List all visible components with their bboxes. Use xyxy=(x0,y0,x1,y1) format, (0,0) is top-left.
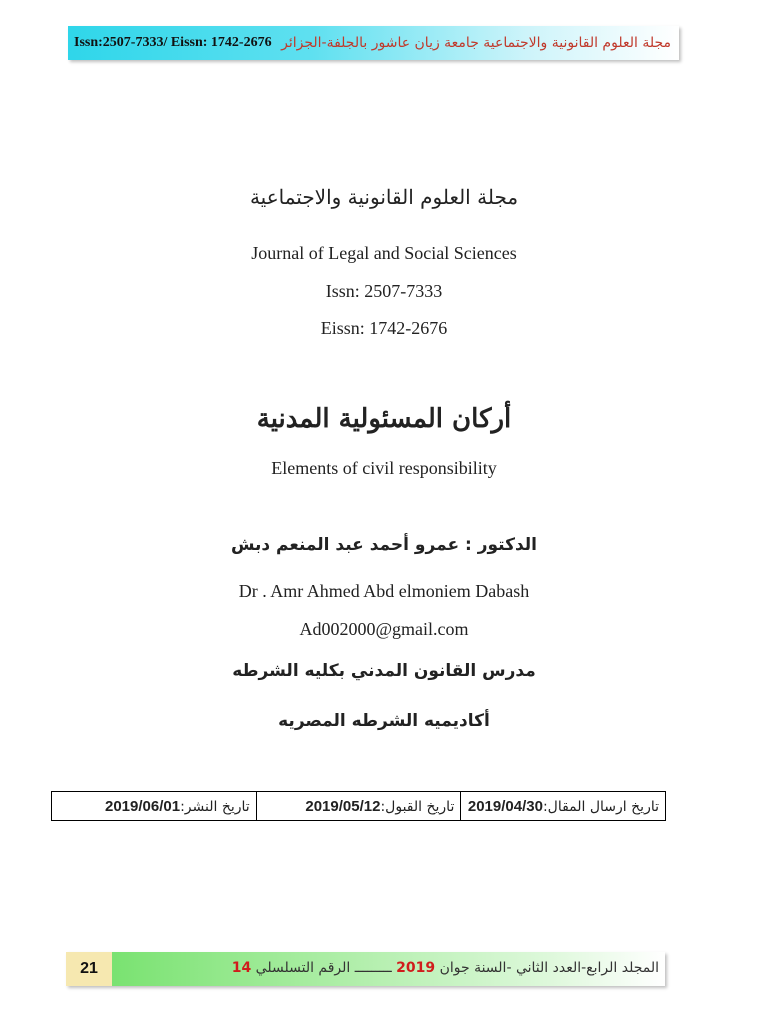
issue-dashes: ـــــــــ xyxy=(354,960,392,976)
issue-text: المجلد الرابع-العدد الثاني -السنة جوان xyxy=(439,960,659,976)
header-issn: Issn:2507-7333/ Eissn: 1742-2676 xyxy=(74,35,272,50)
issue-info xyxy=(232,960,659,976)
header-bar xyxy=(68,26,679,60)
date-published-cell xyxy=(52,792,257,821)
article-title-en: Elements of civil responsibility xyxy=(271,458,497,478)
date-sent-cell xyxy=(461,792,666,821)
author-name-ar: الدكتور : عمرو أحمد عبد المنعم دبش xyxy=(230,535,538,555)
date-published-value: 2019/06/01 xyxy=(104,797,181,815)
author-institution: أكاديميه الشرطه المصريه xyxy=(278,711,490,731)
author-email: Ad002000@gmail.com xyxy=(299,619,469,639)
dates-table xyxy=(51,791,666,821)
header-journal-name: مجلة العلوم القانونية والاجتماعية جامعة زيان عاشور بالجلفة-الجزائر xyxy=(281,35,671,51)
date-accepted-cell xyxy=(256,792,461,821)
date-sent-label: تاريخ ارسال المقال: xyxy=(542,798,659,815)
article-title-ar: أركان المسئولية المدنية xyxy=(256,404,512,434)
date-sent-value: 2019/04/30 xyxy=(467,797,543,815)
journal-issn: Issn: 2507-7333 xyxy=(325,281,443,301)
journal-title-ar: مجلة العلوم القانونية والاجتماعية xyxy=(249,185,519,209)
serial-label: الرقم التسلسلي xyxy=(255,960,351,976)
author-position: مدرس القانون المدني بكليه الشرطه xyxy=(232,661,536,681)
date-published-label: تاريخ النشر: xyxy=(180,798,250,815)
serial-number: 14 xyxy=(231,960,252,976)
date-accepted-value: 2019/05/12 xyxy=(305,797,381,815)
author-name-en: Dr . Amr Ahmed Abd elmoniem Dabash xyxy=(238,581,530,601)
journal-eissn: Eissn: 1742-2676 xyxy=(320,318,448,338)
date-accepted-label: تاريخ القبول: xyxy=(380,798,455,815)
footer-bar xyxy=(66,952,665,986)
issue-year: 2019 xyxy=(396,960,436,976)
page-number: 21 xyxy=(66,952,112,986)
journal-title-en: Journal of Legal and Social Sciences xyxy=(251,243,517,263)
